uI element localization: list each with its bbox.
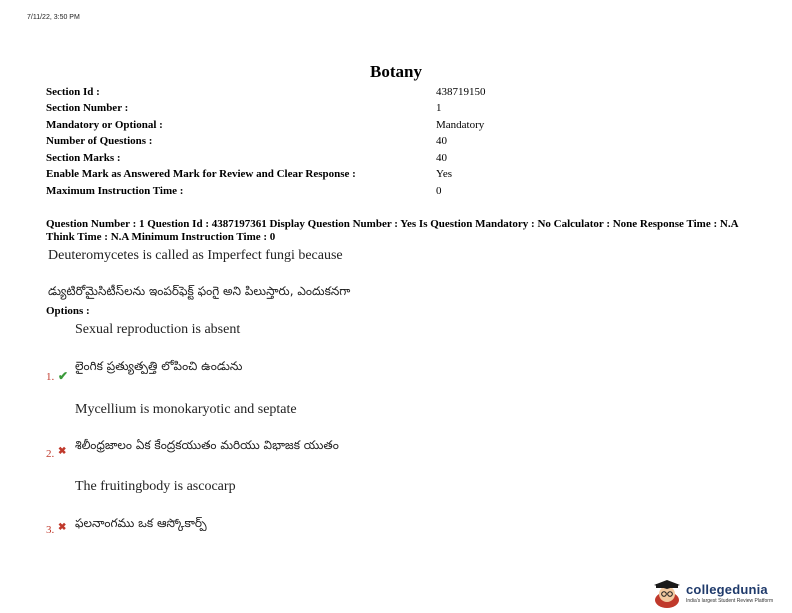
instruction-time-value: 0 (436, 185, 442, 197)
option-1-english: Sexual reproduction is absent (75, 322, 241, 337)
question-text-english: Deuteromycetes is called as Imperfect fungi because (48, 248, 343, 263)
option-3-telugu: ఫలనాంగము ఒక ఆస్కోకార్ప్ (75, 516, 207, 530)
section-marks-value: 40 (436, 152, 447, 164)
wrong-cross-icon: ✖ (58, 446, 67, 457)
brand-mascot-icon (650, 580, 684, 608)
wrong-cross-icon: ✖ (58, 522, 67, 533)
section-id-value: 438719150 (436, 86, 486, 98)
question-count-row (46, 135, 566, 151)
page-title: Botany (370, 62, 422, 81)
print-timestamp: 7/11/22, 3:50 PM (27, 14, 80, 21)
section-id-row (46, 86, 566, 102)
option-3-english: The fruitingbody is ascocarp (75, 479, 236, 494)
instruction-time-row (46, 185, 566, 201)
brand-logo (650, 580, 790, 608)
brand-name: collegedunia (686, 582, 768, 597)
option-2-telugu: శిలీంధ్రజాలం ఏక కేంద్రకయుతం మరియు విభాజక యుతం (75, 438, 339, 452)
section-id-label: Section Id : (46, 86, 100, 98)
enable-mark-value: Yes (436, 168, 453, 180)
option-3-number: 3. (46, 524, 55, 536)
correct-check-icon: ✔ (58, 369, 69, 383)
option-2-english: Mycellium is monokaryotic and septate (75, 402, 297, 417)
mandatory-label: Mandatory or Optional : (46, 119, 163, 131)
brand-tagline: India's largest Student Review Platform (686, 598, 774, 604)
section-marks-label: Section Marks : (46, 152, 121, 164)
options-label: Options : (46, 305, 90, 317)
option-1-number: 1. (46, 371, 55, 383)
mandatory-row (46, 119, 566, 135)
mandatory-value: Mandatory (436, 119, 485, 131)
question-count-value: 40 (436, 135, 447, 147)
option-2-number: 2. (46, 448, 55, 460)
enable-mark-row (46, 168, 566, 184)
instruction-time-label: Maximum Instruction Time : (46, 185, 184, 197)
question-header: Question Number : 1 Question Id : 4387197361 Display Question Number : Yes Is Question Mandatory : No Calculator : None Response Time : N.A Think Time : N.A Minimum Instruction Time : 0 (46, 218, 738, 243)
enable-mark-label: Enable Mark as Answered Mark for Review and Clear Response : (46, 168, 356, 180)
option-1-telugu: లైంగిక ప్రత్యుత్పత్తి లోపించి ఉండును (75, 359, 243, 373)
question-count-label: Number of Questions : (46, 135, 153, 147)
section-number-value: 1 (436, 102, 442, 114)
question-text-telugu: డ్యుటిరోమైసిటీస్‌లను ఇంపర్‌ఫెక్ట్ ఫంగై అని పిలుస్తారు, ఎందుకనగా (48, 284, 351, 298)
section-number-row (46, 102, 566, 118)
section-marks-row (46, 152, 566, 168)
section-number-label: Section Number : (46, 102, 129, 114)
